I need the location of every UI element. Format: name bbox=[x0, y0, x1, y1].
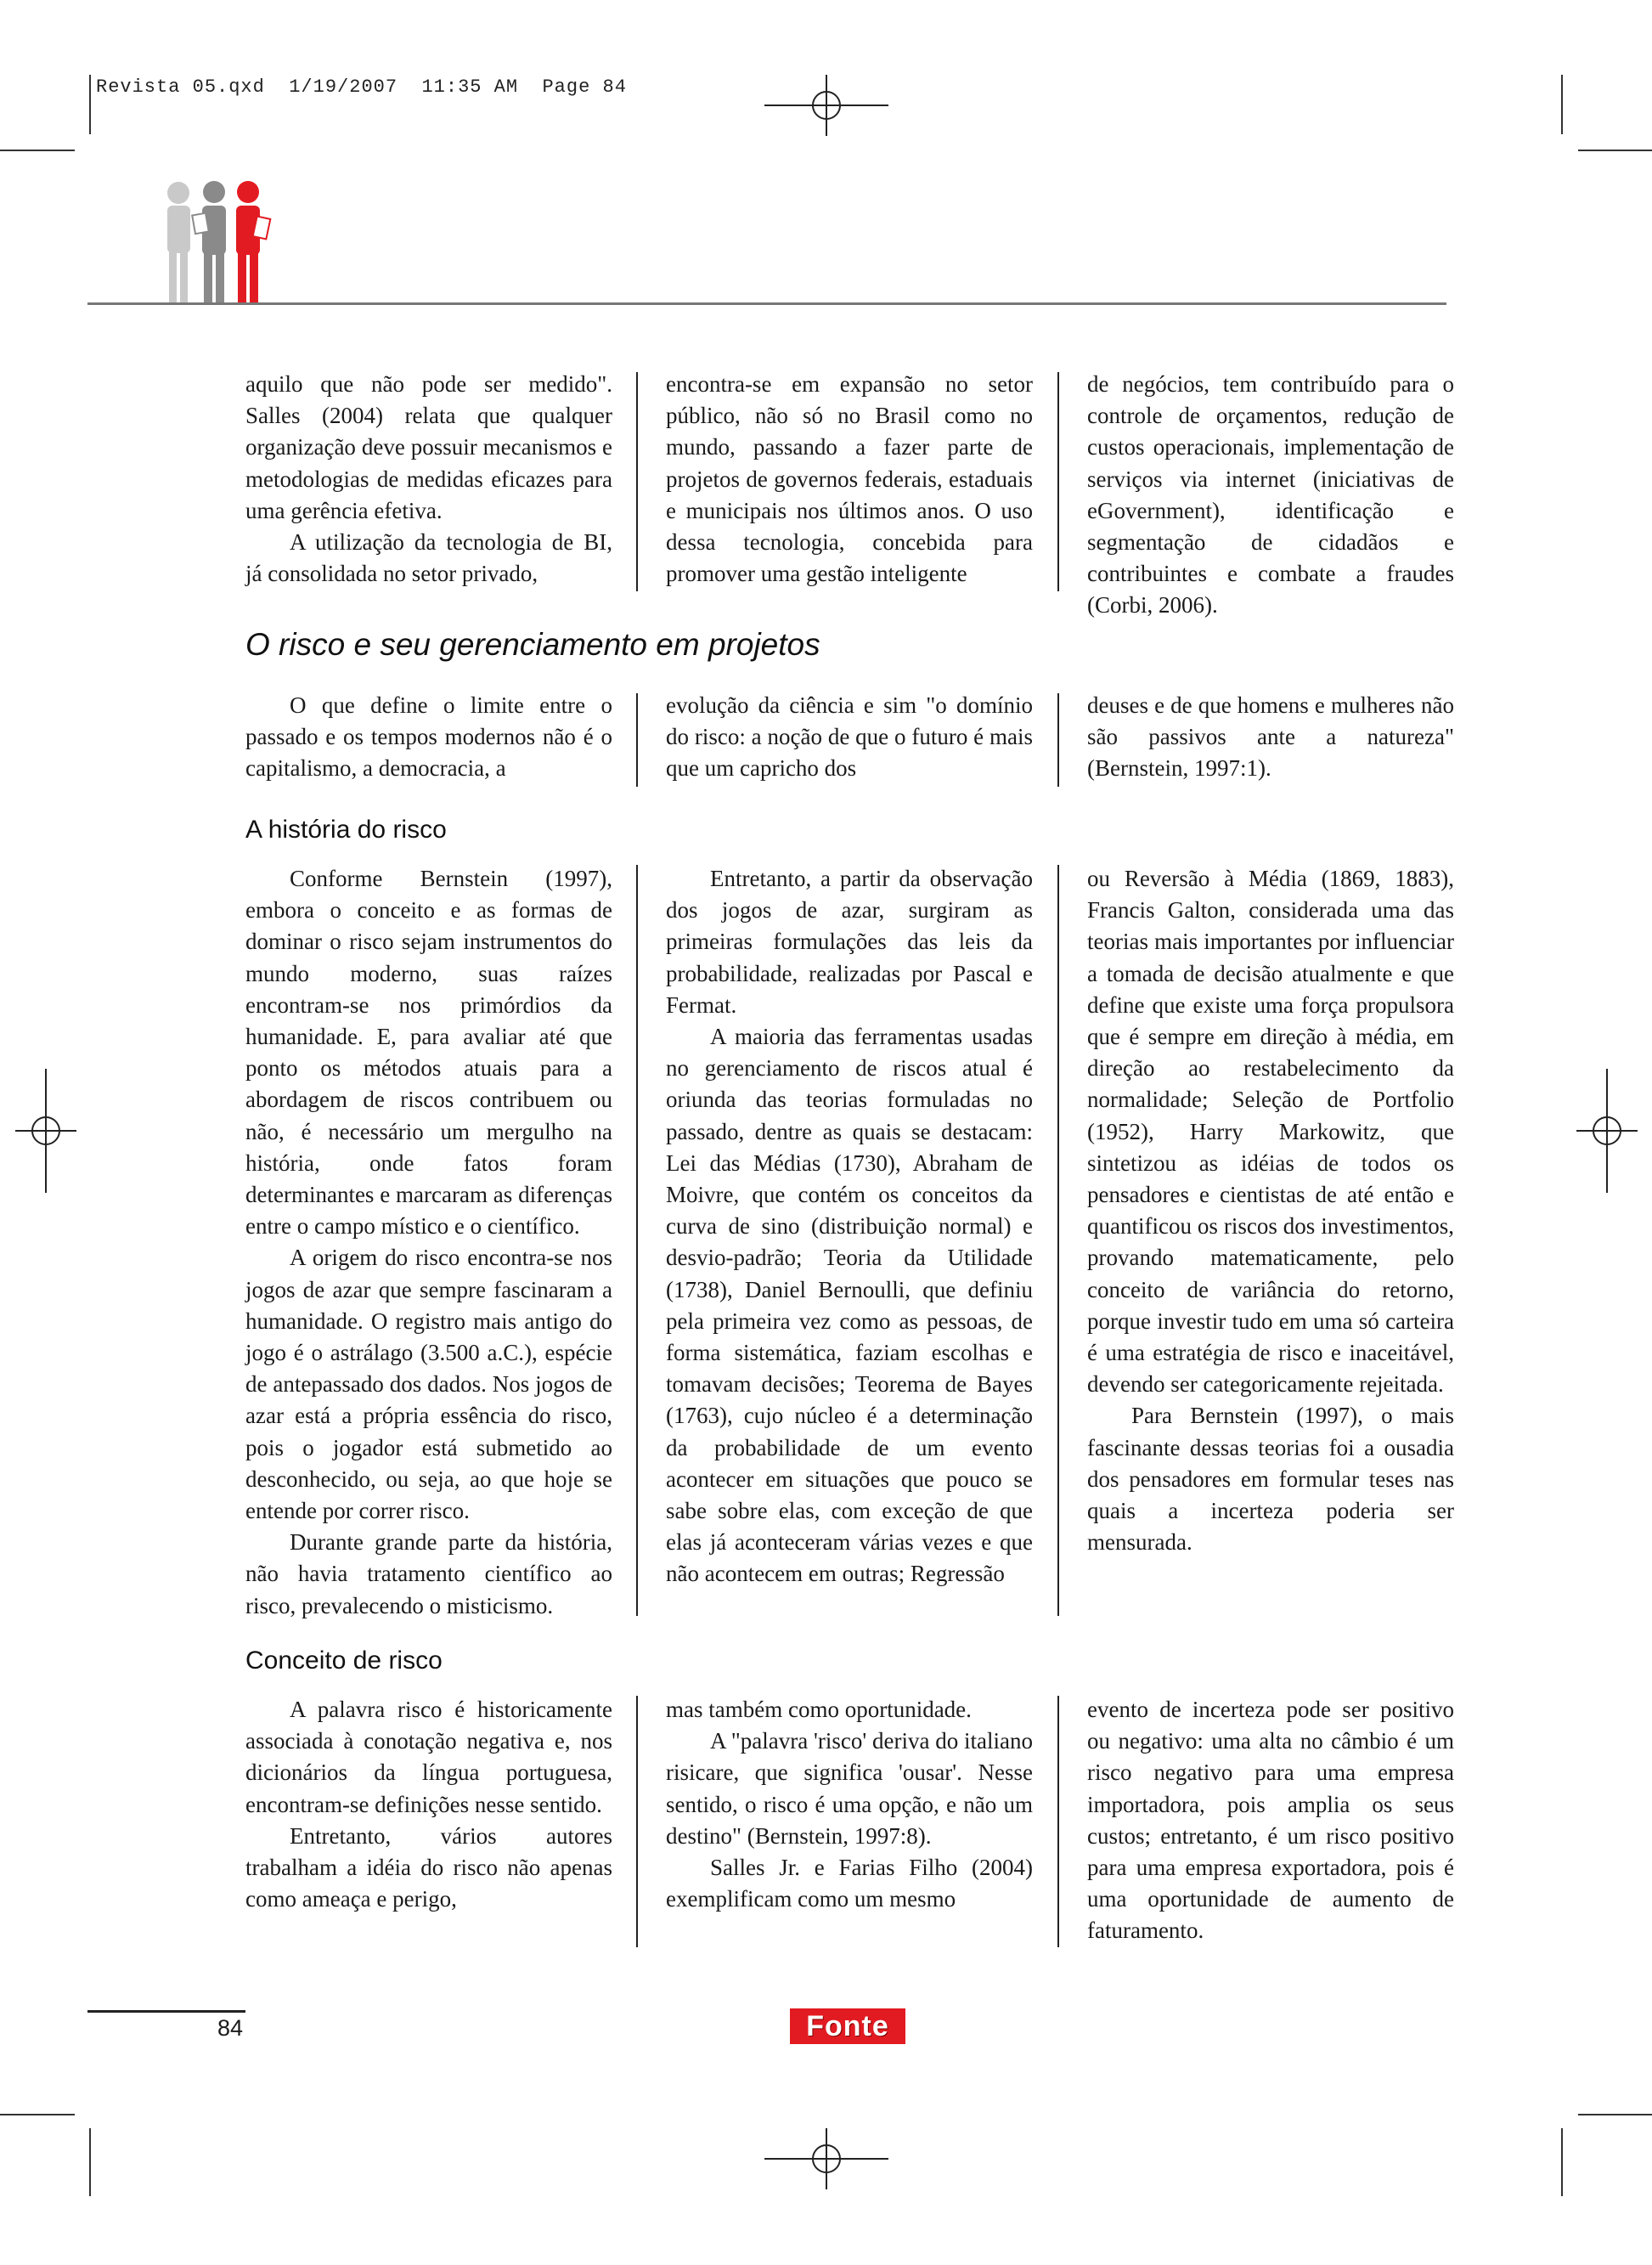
paragraph: ou Reversão à Média (1869, 1883), Francis Galton, considerada uma das teorias mais importantes por influenciar a tomada de decisão atualmente e que define que existe uma força propulsora que é sempre em direção à média, em direção ao restabelecimento da normalidade; Seleção de Portfolio (1952), Harry Markowitz, que sintetizou as idéias de todos os pensadores e cientistas de até então e quantificou os riscos dos investimentos, provando matematicamente, pelo conceito de variância do retorno, porque investir tudo em uma só carteira é uma estratégia de risco e inaceitável, devendo ser categoricamente rejeitada. bbox=[1087, 866, 1454, 1398]
paragraph: Conforme Bernstein (1997), embora o conceito e as formas de dominar o risco sejam instrumentos do mundo moderno, suas raízes encontram-se nos primórdios da humanidade. E, para avaliar até que ponto os métodos atuais para a abordagem de riscos contribuem ou não, é necessário um mergulho na história, onde fatos foram determinantes e marcaram as diferenças entre o campo místico e o científico. bbox=[245, 866, 612, 1240]
subsection-heading: A história do risco bbox=[245, 816, 447, 844]
section1-col2 bbox=[666, 369, 1033, 590]
section3-col2 bbox=[666, 863, 1033, 1590]
page-number: 84 bbox=[217, 2015, 244, 2041]
section2-col2 bbox=[666, 690, 1033, 785]
column-divider bbox=[1057, 865, 1059, 1616]
paragraph: Durante grande parte da história, não havia tratamento científico ao risco, prevalecendo o misticismo. bbox=[245, 1529, 612, 1618]
section2-col1 bbox=[245, 690, 612, 785]
section-heading: O risco e seu gerenciamento em projetos bbox=[245, 627, 820, 662]
people-figures-logo bbox=[160, 180, 287, 306]
paragraph: A origem do risco encontra-se nos jogos de azar que sempre fascinaram a humanidade. O registro mais antigo do jogo é o astrálago (3.500 a.C.), espécie de antepassado dos dados. Nos jogos de azar está a própria essência do risco, pois o jogador está submetido ao desconhecido, ou seja, ao que hoje se entende por correr risco. bbox=[245, 1245, 612, 1524]
paragraph: deuses e de que homens e mulheres não são passivos ante a natureza" (Bernstein, 1997:1). bbox=[1087, 692, 1454, 782]
brand-logo: Fonte bbox=[790, 2008, 905, 2044]
registration-mark-bottom-icon bbox=[764, 2128, 888, 2189]
footer-rule bbox=[87, 2010, 245, 2013]
registration-mark-left-icon bbox=[15, 1069, 76, 1193]
paragraph: de negócios, tem contribuído para o controle de orçamentos, redução de custos operacionais, implementação de serviços via internet (iniciativas de eGovernment), identificação e segmentação de cidadãos e contribuintes e combate a fraudes (Corbi, 2006). bbox=[1087, 371, 1454, 618]
section1-col3 bbox=[1087, 369, 1454, 622]
paragraph: O que define o limite entre o passado e os tempos modernos não é o capitalismo, a democracia, a bbox=[245, 692, 612, 782]
print-slug: Revista 05.qxd 1/19/2007 11:35 AM Page 84 bbox=[96, 76, 627, 98]
section4-col1 bbox=[245, 1694, 612, 1915]
section2-col3 bbox=[1087, 690, 1454, 785]
section3-col1 bbox=[245, 863, 612, 1622]
column-divider bbox=[636, 1696, 638, 1947]
column-divider bbox=[1057, 372, 1059, 591]
column-divider bbox=[1057, 693, 1059, 787]
registration-mark-top-icon bbox=[764, 75, 888, 136]
paragraph: A utilização da tecnologia de BI, já consolidada no setor privado, bbox=[245, 529, 612, 587]
subsection-heading: Conceito de risco bbox=[245, 1647, 443, 1675]
paragraph: A maioria das ferramentas usadas no gerenciamento de riscos atual é oriunda das teorias formuladas no passado, dentre as quais se destacam: Lei das Médias (1730), Abraham de Moivre, que contém os conceitos da curva de sino (distribuição normal) e desvio-padrão; Teoria da Utilidade (1738), Daniel Bernoulli, que definiu pela primeira vez como as pessoas, de forma sistemática, faziam escolhas e tomavam decisões; Teorema de Bayes (1763), cujo núcleo é a determinação da probabilidade de um evento acontecer em situações que pouco se sabe sobre elas, com exceção de que elas já aconteceram várias vezes e que não acontecem em outras; Regressão bbox=[666, 1024, 1033, 1587]
column-divider bbox=[636, 865, 638, 1616]
column-divider bbox=[636, 372, 638, 591]
paragraph: A "palavra 'risco' deriva do italiano risicare, que significa 'ousar'. Nesse sentido, o risco é uma opção, e não um destino" (Bernstein, 1997:8). bbox=[666, 1728, 1033, 1849]
column-divider bbox=[636, 693, 638, 787]
section4-col2 bbox=[666, 1694, 1033, 1915]
paragraph: encontra-se em expansão no setor público, não só no Brasil como no mundo, passando a fazer parte de projetos de governos federais, estaduais e municipais nos últimos anos. O uso dessa tecnologia, concebida para promover uma gestão inteligente bbox=[666, 371, 1033, 587]
section4-col3 bbox=[1087, 1694, 1454, 1947]
paragraph: Salles Jr. e Farias Filho (2004) exemplificam como um mesmo bbox=[666, 1855, 1033, 1912]
paragraph: evolução da ciência e sim "o domínio do risco: a noção de que o futuro é mais que um capricho dos bbox=[666, 692, 1033, 782]
paragraph: Entretanto, vários autores trabalham a idéia do risco não apenas como ameaça e perigo, bbox=[245, 1822, 612, 1912]
paragraph: A palavra risco é historicamente associada à conotação negativa e, nos dicionários da língua portuguesa, encontram-se definições nesse sentido. bbox=[245, 1697, 612, 1817]
paragraph: aquilo que não pode ser medido". Salles (2004) relata que qualquer organização deve possuir mecanismos e metodologias de medidas eficazes para uma gerência efetiva. bbox=[245, 371, 612, 523]
registration-mark-right-icon bbox=[1576, 1069, 1638, 1193]
paragraph: mas também como oportunidade. bbox=[666, 1697, 972, 1722]
section1-col1 bbox=[245, 369, 612, 590]
paragraph: Para Bernstein (1997), o mais fascinante dessas teorias foi a ousadia dos pensadores em formular teses nas quais a incerteza poderia ser mensurada. bbox=[1087, 1403, 1454, 1556]
column-divider bbox=[1057, 1696, 1059, 1947]
header-rule bbox=[87, 302, 1446, 305]
paragraph: evento de incerteza pode ser positivo ou negativo: uma alta no câmbio é um risco negativo para uma empresa importadora, pois amplia os seus custos; entretanto, é um risco positivo para uma empresa exportadora, pois é uma oportunidade de aumento de faturamento. bbox=[1087, 1697, 1454, 1944]
section3-col3 bbox=[1087, 863, 1454, 1558]
paragraph: Entretanto, a partir da observação dos jogos de azar, surgiram as primeiras formulações das leis da probabilidade, realizadas por Pascal e Fermat. bbox=[666, 866, 1033, 1018]
